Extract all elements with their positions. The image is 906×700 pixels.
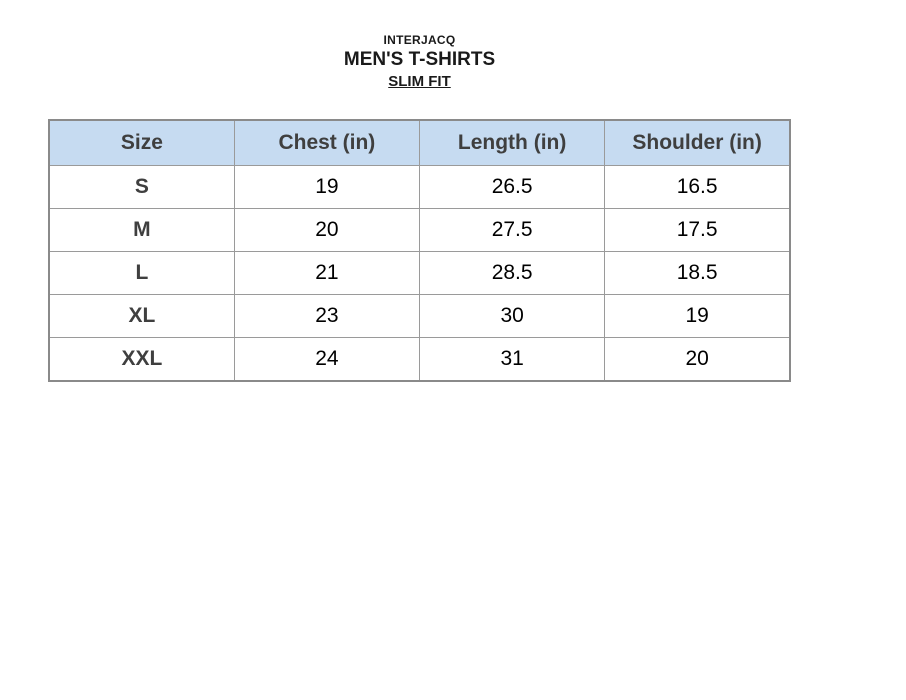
size-cell: M bbox=[49, 209, 234, 252]
table-row bbox=[49, 338, 790, 382]
product-title: MEN'S T-SHIRTS bbox=[343, 49, 496, 70]
fit-title: SLIM FIT bbox=[388, 73, 451, 90]
size-chart-table bbox=[48, 119, 791, 382]
chest-value-cell: 21 bbox=[234, 252, 419, 295]
table-row bbox=[49, 166, 790, 209]
size-cell: XXL bbox=[49, 338, 234, 382]
shoulder-value-cell: 20 bbox=[605, 338, 790, 382]
length-value-cell: 30 bbox=[420, 295, 605, 338]
size-cell: S bbox=[49, 166, 234, 209]
chest-value-cell: 19 bbox=[234, 166, 419, 209]
shoulder-value-cell: 18.5 bbox=[605, 252, 790, 295]
chest-value-cell: 24 bbox=[234, 338, 419, 382]
length-value-cell: 28.5 bbox=[420, 252, 605, 295]
shoulder-value-cell: 16.5 bbox=[605, 166, 790, 209]
column-header-size: Size bbox=[49, 120, 234, 166]
column-header-shoulder: Shoulder (in) bbox=[605, 120, 790, 166]
column-header-chest: Chest (in) bbox=[234, 120, 419, 166]
size-cell: XL bbox=[49, 295, 234, 338]
length-value-cell: 27.5 bbox=[420, 209, 605, 252]
table-row bbox=[49, 295, 790, 338]
shoulder-value-cell: 17.5 bbox=[605, 209, 790, 252]
table-row bbox=[49, 209, 790, 252]
brand-title: INTERJACQ bbox=[383, 33, 456, 47]
title-block bbox=[48, 33, 791, 91]
chest-value-cell: 23 bbox=[234, 295, 419, 338]
table-row bbox=[49, 252, 790, 295]
length-value-cell: 31 bbox=[420, 338, 605, 382]
column-header-length: Length (in) bbox=[420, 120, 605, 166]
header-row bbox=[49, 120, 790, 166]
length-value-cell: 26.5 bbox=[420, 166, 605, 209]
shoulder-value-cell: 19 bbox=[605, 295, 790, 338]
size-cell: L bbox=[49, 252, 234, 295]
chest-value-cell: 20 bbox=[234, 209, 419, 252]
